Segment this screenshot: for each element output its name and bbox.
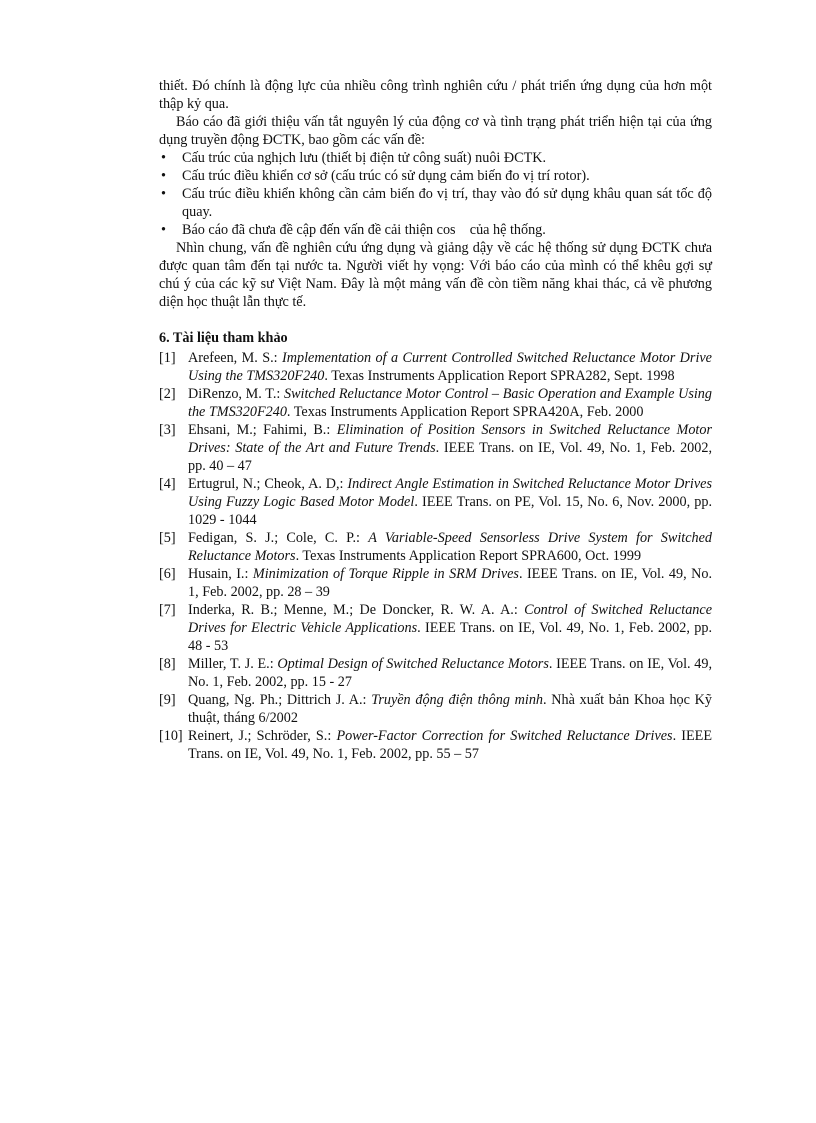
reference-item — [159, 421, 712, 475]
reference-details: . Texas Instruments Application Report SPRA282, Sept. 1998 — [324, 368, 675, 384]
reference-details: . IEEE Trans. on PE, Vol. 15, No. 6, Nov. 2000, pp. 1029 - 1044 — [188, 494, 713, 528]
reference-number: [5] — [159, 530, 176, 546]
paragraph-summary: Báo cáo đã giới thiệu vấn tắt nguyên lý của động cơ và tình trạng phát triển hiện tại của ứng dụng truyền động ĐCTK, bao gồm các vấn đề: — [159, 114, 712, 148]
reference-number: [8] — [159, 656, 176, 672]
reference-details: . IEEE Trans. on IE, Vol. 49, No. 1, Feb. 2002, pp. 40 – 47 — [188, 440, 712, 474]
bullet-text: Cấu trúc của nghịch lưu (thiết bị điện tử công suất) nuôi ĐCTK. — [182, 150, 547, 166]
reference-details: . Texas Instruments Application Report SPRA600, Oct. 1999 — [295, 548, 642, 564]
reference-title: Switched Reluctance Motor Control – Basic Operation and Example Using the TMS320F240 — [188, 386, 712, 420]
reference-item — [159, 349, 712, 385]
reference-authors: DiRenzo, M. T.: — [188, 386, 284, 402]
bullet-item — [159, 149, 712, 167]
reference-number: [2] — [159, 386, 176, 402]
reference-list — [159, 349, 712, 763]
reference-item — [159, 475, 712, 529]
bullet-marker: • — [161, 150, 166, 166]
reference-authors: Reinert, J.; Schröder, S.: — [188, 728, 337, 744]
reference-number: [4] — [159, 476, 176, 492]
reference-authors: Quang, Ng. Ph.; Dittrich J. A.: — [188, 692, 372, 708]
reference-authors: Miller, T. J. E.: — [188, 656, 278, 672]
bullet-text: Cấu trúc điều khiển không cần cảm biến đo vị trí, thay vào đó sử dụng khâu quan sát tốc độ quay. — [182, 186, 712, 220]
reference-details: . IEEE Trans. on IE, Vol. 49, No. 1, Feb. 2002, pp. 55 – 57 — [188, 728, 712, 762]
reference-title: Optimal Design of Switched Reluctance Motors — [277, 656, 549, 672]
reference-authors: Fedigan, S. J.; Cole, C. P.: — [188, 530, 369, 546]
reference-number: [1] — [159, 350, 176, 366]
reference-number: [10] — [159, 728, 183, 744]
reference-item — [159, 655, 712, 691]
bullet-marker: • — [161, 222, 166, 238]
reference-authors: Ertugrul, N.; Cheok, A. D,: — [188, 476, 348, 492]
reference-title: Indirect Angle Estimation in Switched Reluctance Motor Drives Using Fuzzy Logic Based Motor Model — [188, 476, 712, 510]
reference-title: Power-Factor Correction for Switched Reluctance Drives — [336, 728, 673, 744]
bullet-item — [159, 185, 712, 221]
reference-item — [159, 691, 712, 727]
page-content — [159, 77, 712, 763]
reference-details: . IEEE Trans. on IE, Vol. 49, No. 1, Feb. 2002, pp. 48 - 53 — [188, 620, 712, 654]
reference-title: Truyền động điện thông minh — [371, 692, 544, 708]
bullet-text: Báo cáo đã chưa đề cập đến vấn đề cải thiện cos của hệ thống. — [182, 222, 546, 238]
reference-details: . IEEE Trans. on IE, Vol. 49, No. 1, Feb. 2002, pp. 15 - 27 — [188, 656, 713, 690]
reference-title: Implementation of a Current Controlled Switched Reluctance Motor Drive Using the TMS320F240 — [188, 350, 712, 384]
reference-item — [159, 601, 712, 655]
paragraph-continuation: thiết. Đó chính là động lực của nhiều công trình nghiên cứu / phát triển ứng dụng của hơn một thập kỷ qua. — [159, 78, 712, 112]
paragraph-conclusion: Nhìn chung, vấn đề nghiên cứu ứng dụng và giảng dậy về các hệ thống sử dụng ĐCTK chưa được quan tâm đến tại nước ta. Người viết hy vọng: Với báo cáo của mình có thể khêu gợi sự chú ý của các kỹ sư Việt Nam. Đây là một mảng vấn đề còn tiềm năng khai thác, cả về phương diện học thuật lẫn thực tế. — [159, 240, 712, 310]
reference-number: [6] — [159, 566, 176, 582]
reference-authors: Ehsani, M.; Fahimi, B.: — [188, 422, 337, 438]
reference-title: Elimination of Position Sensors in Switched Reluctance Motor Drives: State of the Art and Future Trends — [188, 422, 712, 456]
bullet-marker: • — [161, 168, 166, 184]
reference-title: A Variable-Speed Sensorless Drive System for Switched Reluctance Motors — [188, 530, 713, 564]
reference-details: . IEEE Trans. on IE, Vol. 49, No. 1, Feb. 2002, pp. 28 – 39 — [188, 566, 712, 600]
bullet-marker: • — [161, 186, 166, 202]
reference-authors: Husain, I.: — [188, 566, 253, 582]
reference-details: . Nhà xuất bản Khoa học Kỹ thuật, tháng 6/2002 — [188, 692, 712, 726]
reference-number: [3] — [159, 422, 176, 438]
reference-item — [159, 565, 712, 601]
bullet-item — [159, 167, 712, 185]
reference-authors: Inderka, R. B.; Menne, M.; De Doncker, R. W. A. A.: — [188, 602, 525, 618]
reference-item — [159, 385, 712, 421]
bullet-list — [159, 149, 712, 239]
reference-item — [159, 727, 712, 763]
reference-number: [9] — [159, 692, 176, 708]
reference-title: Minimization of Torque Ripple in SRM Drives — [252, 566, 519, 582]
reference-number: [7] — [159, 602, 176, 618]
reference-title: Control of Switched Reluctance Drives for Electric Vehicle Applications — [188, 602, 712, 636]
references-heading: 6. Tài liệu tham khảo — [159, 330, 288, 346]
reference-authors: Arefeen, M. S.: — [188, 350, 283, 366]
bullet-text: Cấu trúc điều khiển cơ sở (cấu trúc có sử dụng cảm biến đo vị trí rotor). — [182, 168, 590, 184]
bullet-item — [159, 221, 712, 239]
reference-details: . Texas Instruments Application Report SPRA420A, Feb. 2000 — [286, 404, 644, 420]
reference-item — [159, 529, 712, 565]
